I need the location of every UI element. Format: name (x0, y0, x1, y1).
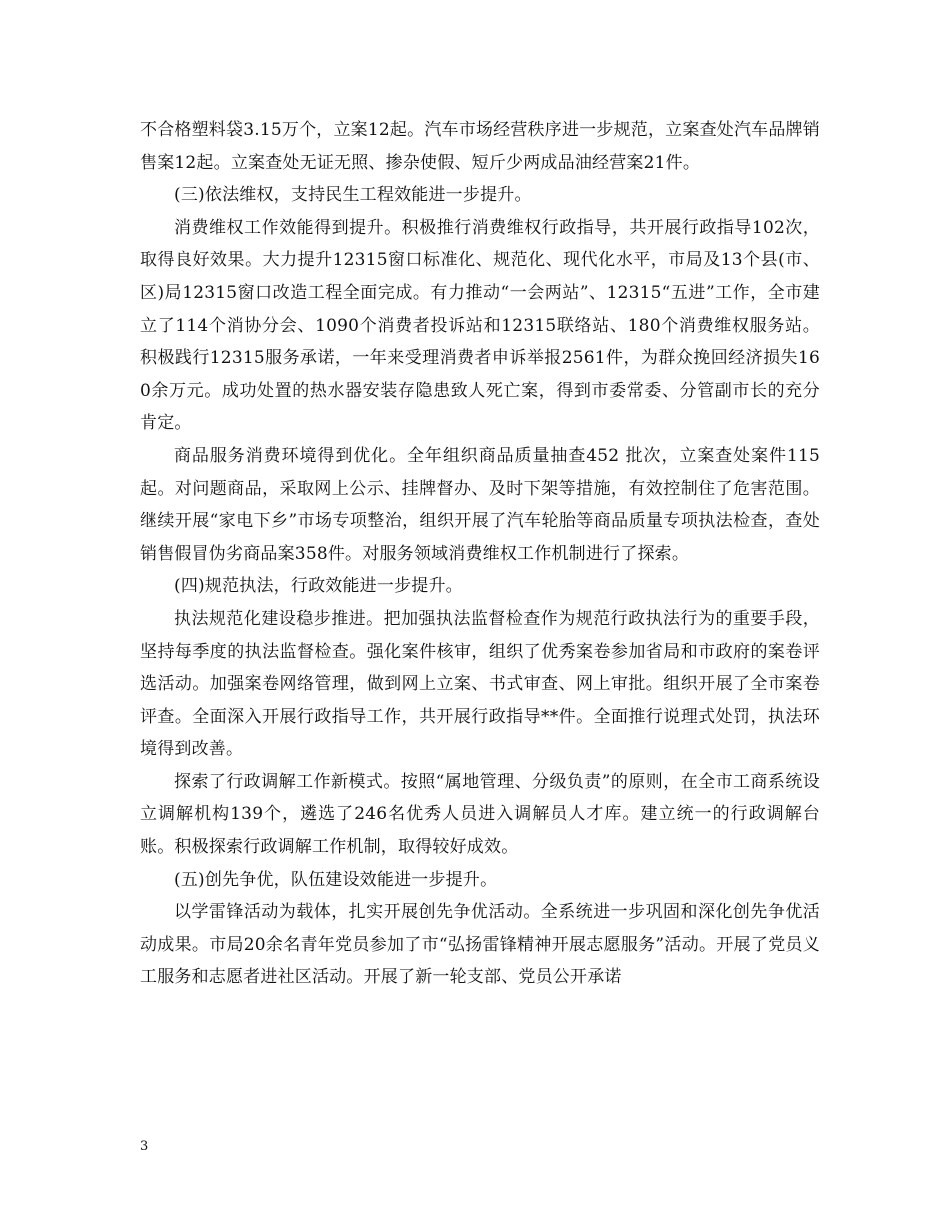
paragraph-consumer-rights: 消费维权工作效能得到提升。积极推行消费维权行政指导，共开展行政指导102次，取得良好效果。大力提升12315窗口标准化、规范化、现代化水平，市局及13个县(市、区)局12315窗口改造工程全面完成。有力推动“一会两站”、12315“五进”工作，全市建立了114个消协分会、1090个消费者投诉站和12315联络站、180个消费维权服务站。积极践行12315服务承诺，一年来受理消费者申诉举报2561件，为群众挽回经济损失160余万元。成功处置的热水器安装存隐患致人死亡案，得到市委常委、分管副市长的充分肯定。 (140, 217, 820, 434)
document-body (140, 114, 820, 994)
section-heading-5: (五)创先争优，队伍建设效能进一步提升。 (174, 869, 498, 890)
section-heading-4: (四)规范执法，行政效能进一步提升。 (174, 576, 463, 597)
paragraph-continuation: 不合格塑料袋3.15万个，立案12起。汽车市场经营秩序进一步规范，立案查处汽车品牌销售案12起。立案查处无证无照、掺杂使假、短斤少两成品油经营案21件。 (140, 120, 820, 173)
paragraph-consumption-environment: 商品服务消费环境得到优化。全年组织商品质量抽查452 批次，立案查处案件115起。对问题商品，采取网上公示、挂牌督办、及时下架等措施，有效控制住了危害范围。继续开展“家电下乡”市场专项整治，组织开展了汽车轮胎等商品质量专项执法检查，查处销售假冒伪劣商品案358件。对服务领域消费维权工作机制进行了探索。 (140, 445, 820, 564)
paragraph-mediation: 探索了行政调解工作新模式。按照“属地管理、分级负责”的原则，在全市工商系统设立调解机构139个，遴选了246名优秀人员进入调解员人才库。建立统一的行政调解台账。积极探索行政调解工作机制，取得较好成效。 (140, 771, 820, 858)
section-heading-3: (三)依法维权，支持民生工程效能进一步提升。 (174, 185, 532, 206)
page-number: 3 (140, 1139, 149, 1154)
paragraph-team-building: 以学雷锋活动为载体，扎实开展创先争优活动。全系统进一步巩固和深化创先争优活动成果。市局20余名青年党员参加了市“弘扬雷锋精神开展志愿服务”活动。开展了党员义工服务和志愿者进社区活动。开展了新一轮支部、党员公开承诺 (140, 902, 820, 988)
paragraph-law-enforcement: 执法规范化建设稳步推进。把加强执法监督检查作为规范行政执法行为的重要手段，坚持每季度的执法监督检查。强化案件核审，组织了优秀案卷参加省局和市政府的案卷评选活动。加强案卷网络管理，做到网上立案、书式审查、网上审批。组织开展了全市案卷评查。全面深入开展行政指导工作，共开展行政指导**件。全面推行说理式处罚，执法环境得到改善。 (140, 608, 820, 760)
